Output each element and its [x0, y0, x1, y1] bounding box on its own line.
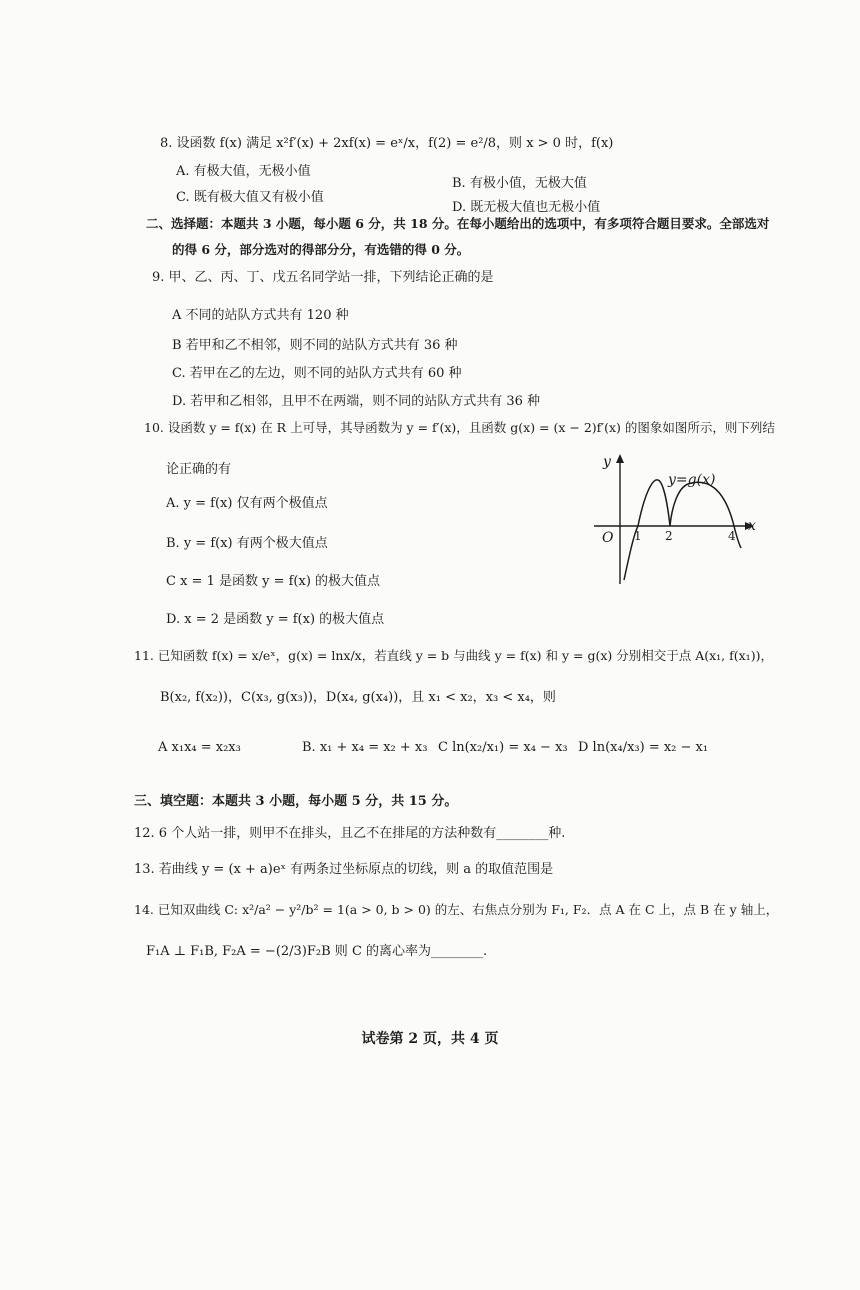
q8-stem: 8. 设函数 f(x) 满足 x²f′(x) + 2xf(x) = eˣ/x，f(2) = e²/8，则 x > 0 时，f(x) [160, 136, 614, 151]
tick-label-2: 2 [665, 529, 673, 543]
x-axis-label: x [748, 518, 756, 534]
page-footer: 试卷第 2 页，共 4 页 [361, 1031, 499, 1047]
q12-text: 12. 6 个人站一排，则甲不在排头，且乙不在排尾的方法种数有________种. [134, 826, 566, 841]
origin-label: O [602, 530, 614, 546]
curve-label: y=g(x) [668, 472, 716, 488]
q14-text: 14. 已知双曲线 C: x²/a² − y²/b² = 1(a > 0, b > 0) 的左、右焦点分别为 F₁, F₂．点 A 在 C 上，点 B 在 y 轴上， [134, 902, 779, 917]
q8-option-c: C. 既有极大值又有极小值 [176, 190, 324, 205]
q11-option-c: C ln(x₂/x₁) = x₄ − x₃ [438, 740, 568, 755]
q10-graph [588, 448, 764, 590]
q14-text-cont: F₁A ⊥ F₁B, F₂A = −(2/3)F₂B 则 C 的离心率为________. [146, 944, 488, 959]
q9-option-b: B 若甲和乙不相邻，则不同的站队方式共有 36 种 [172, 338, 458, 353]
q8-option-a: A. 有极大值，无极小值 [176, 164, 311, 179]
q11-option-b: B. x₁ + x₄ = x₂ + x₃ [302, 740, 428, 755]
q9-option-a: A 不同的站队方式共有 120 种 [172, 308, 349, 323]
q8-option-d: D. 既无极大值也无极小值 [452, 200, 601, 215]
q11-stem-cont: B(x₂, f(x₂))，C(x₃, g(x₃))，D(x₄, g(x₄))，且 x₁ < x₂，x₃ < x₄，则 [160, 690, 556, 705]
tick-label-4: 4 [728, 529, 736, 543]
section2-heading-cont: 的得 6 分，部分选对的得部分分，有选错的得 0 分。 [172, 242, 470, 257]
section2-heading: 二、选择题：本题共 3 小题，每小题 6 分，共 18 分。在每小题给出的选项中，有多项符合题目要求。全部选对 [146, 216, 770, 231]
y-axis-label: y [603, 454, 611, 470]
q9-option-c: C. 若甲在乙的左边，则不同的站队方式共有 60 种 [172, 366, 462, 381]
q10-option-b: B. y = f(x) 有两个极大值点 [166, 536, 328, 551]
q9-stem: 9. 甲、乙、丙、丁、戊五名同学站一排，下列结论正确的是 [152, 270, 494, 285]
q10-option-a: A. y = f(x) 仅有两个极值点 [166, 496, 328, 511]
q11-stem: 11. 已知函数 f(x) = x/eˣ，g(x) = lnx/x，若直线 y = b 与曲线 y = f(x) 和 y = g(x) 分别相交于点 A(x₁, f(x₁))， [134, 648, 773, 663]
q11-option-d: D ln(x₄/x₃) = x₂ − x₁ [578, 740, 709, 755]
q13-text: 13. 若曲线 y = (x + a)eˣ 有两条过坐标原点的切线，则 a 的取值范围是 [134, 862, 554, 877]
q10-stem: 10. 设函数 y = f(x) 在 R 上可导，其导函数为 y = f′(x)，且函数 g(x) = (x − 2)f′(x) 的图象如图所示，则下列结 [144, 420, 775, 435]
q9-option-d: D. 若甲和乙相邻，且甲不在两端，则不同的站队方式共有 36 种 [172, 394, 541, 409]
section3-heading: 三、填空题：本题共 3 小题，每小题 5 分，共 15 分。 [134, 794, 458, 809]
y-axis-arrow-icon [616, 454, 624, 463]
q11-option-a: A x₁x₄ = x₂x₃ [158, 740, 241, 755]
tick-label-1: 1 [634, 529, 642, 543]
q10-option-c: C x = 1 是函数 y = f(x) 的极大值点 [166, 574, 381, 589]
q8-option-b: B. 有极小值，无极大值 [452, 176, 587, 191]
q10-stem-cont: 论正确的有 [166, 462, 232, 477]
q10-option-d: D. x = 2 是函数 y = f(x) 的极大值点 [166, 612, 385, 627]
